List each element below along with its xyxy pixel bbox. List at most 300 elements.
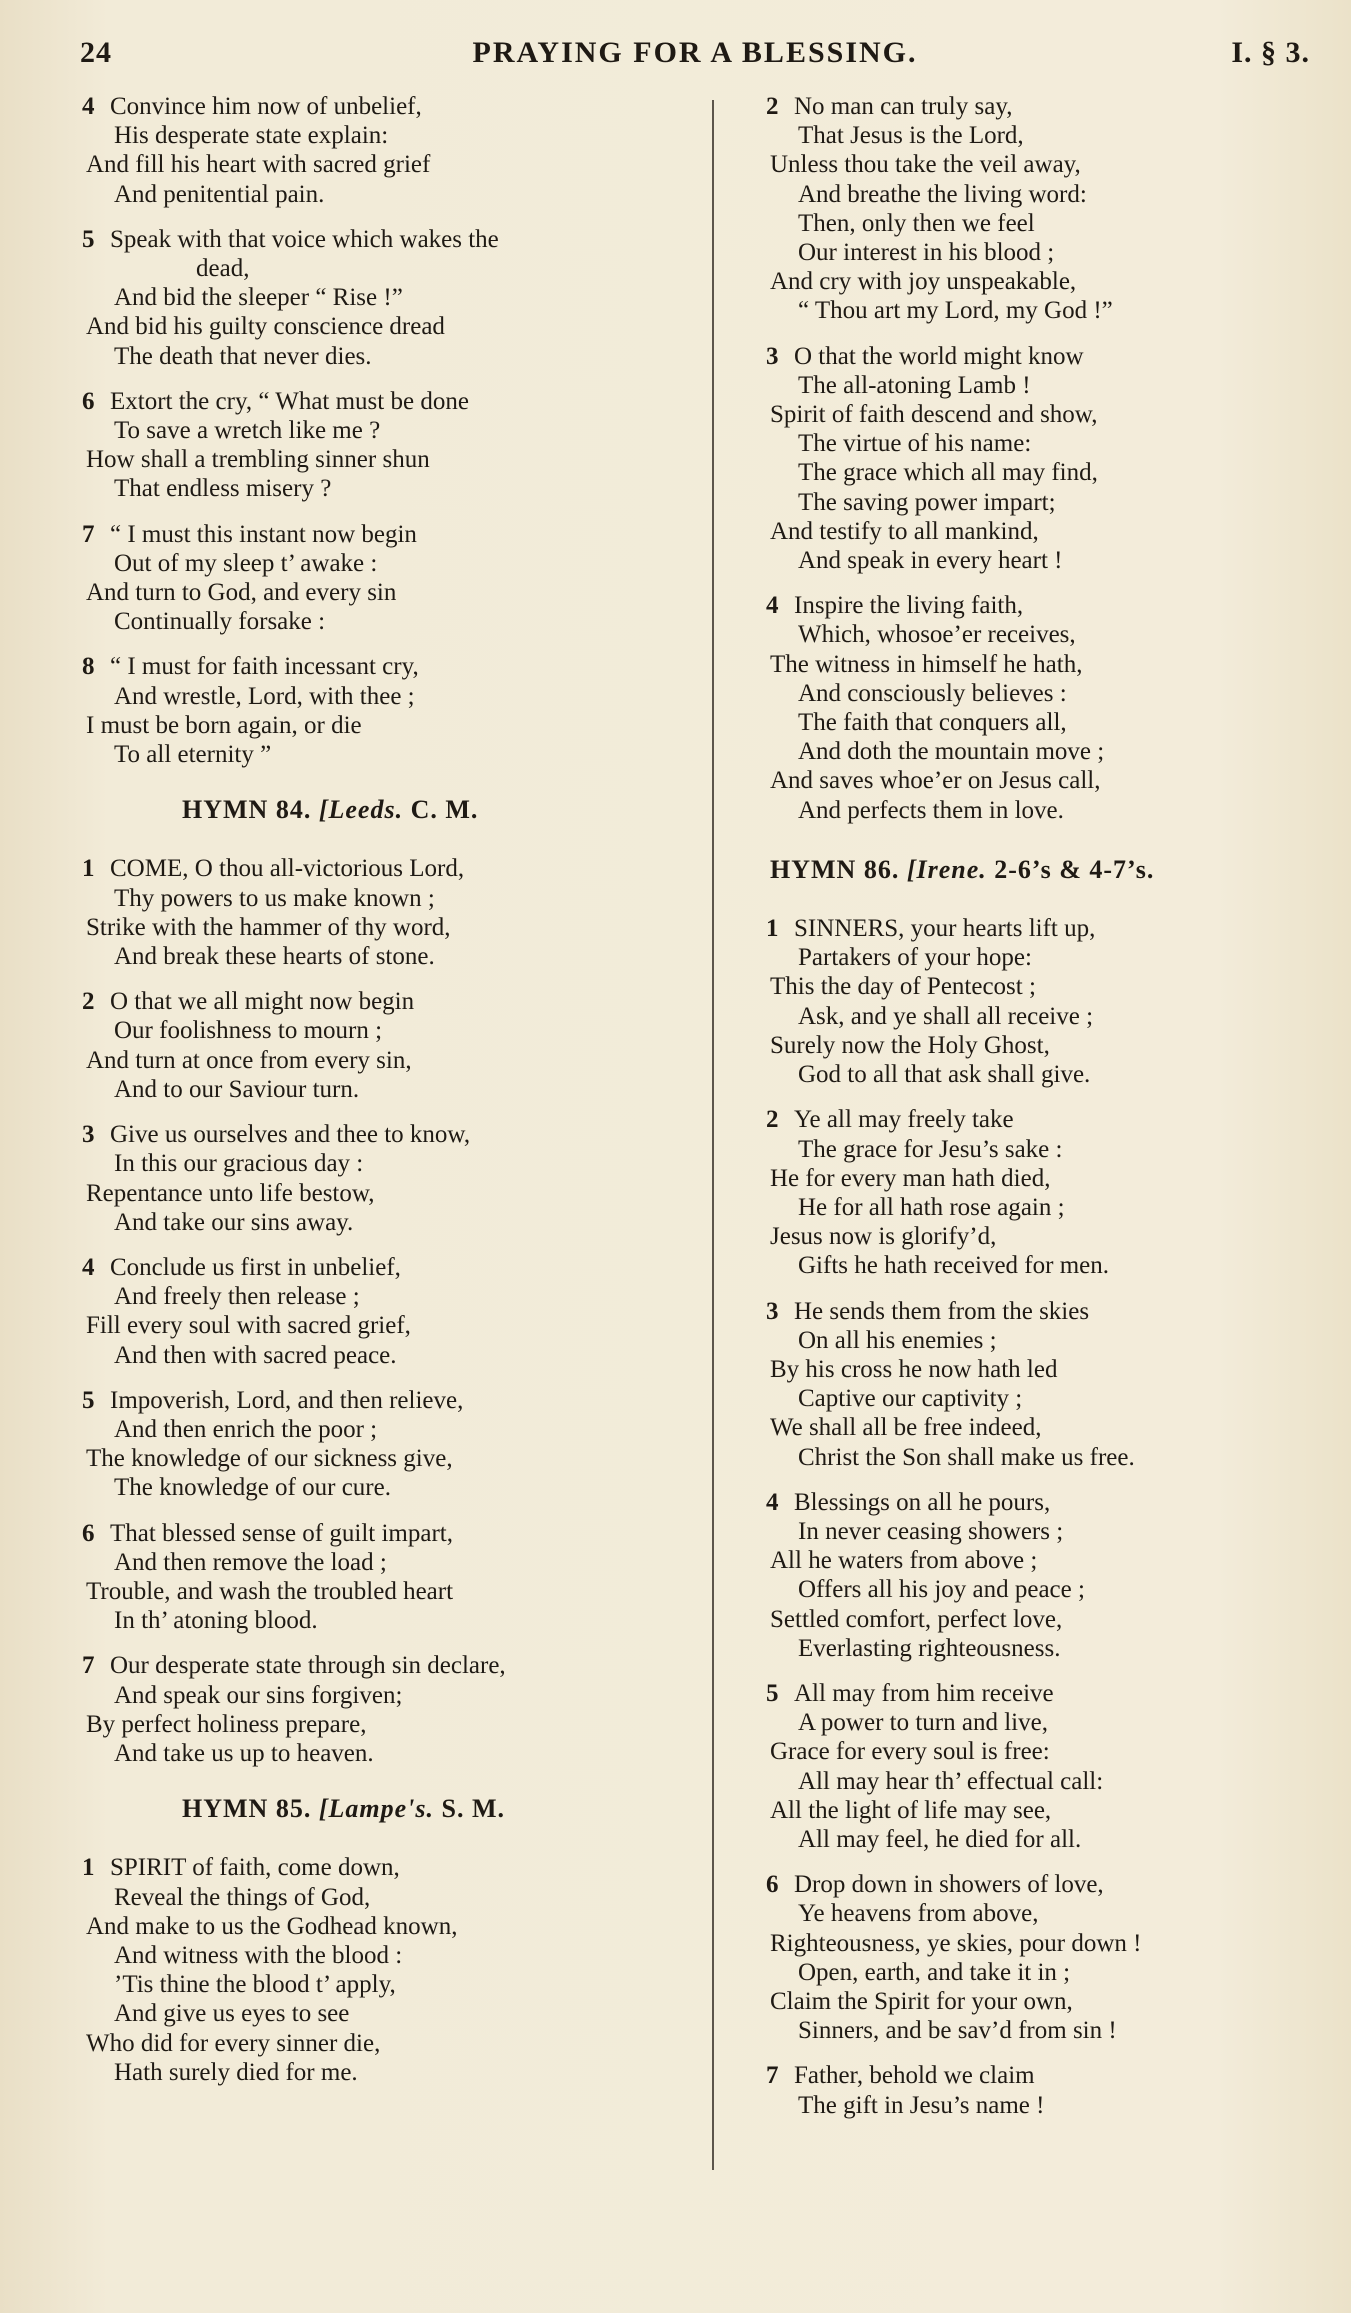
stanza xyxy=(766,1297,1310,1472)
verse-text: All may from him receive xyxy=(794,1679,1054,1707)
verse-text: Everlasting righteousness. xyxy=(798,1634,1061,1662)
verse-line xyxy=(86,2058,686,2087)
verse-text: Ask, and ye shall all receive ; xyxy=(798,1002,1094,1030)
tune-name: [Irene. xyxy=(906,854,987,884)
stanza-number: 4 xyxy=(82,93,95,120)
verse-line xyxy=(770,371,1310,400)
verse-line xyxy=(82,1519,686,1548)
verse-line xyxy=(770,1326,1310,1355)
verse-line xyxy=(770,1987,1310,2016)
verse-text: I must be born again, or die xyxy=(86,711,362,739)
stanza-number: 4 xyxy=(766,1488,779,1516)
verse-text: Our foolishness to mourn ; xyxy=(114,1017,383,1045)
verse-text: And consciously believes : xyxy=(798,679,1067,707)
stanza xyxy=(82,652,686,769)
verse-line xyxy=(770,1825,1310,1854)
verse-line xyxy=(86,445,686,474)
running-title: PRAYING FOR A BLESSING. xyxy=(472,36,918,69)
verse-text: Out of my sleep t’ awake : xyxy=(114,549,378,577)
verse-line xyxy=(770,1708,1310,1737)
hymn-83-continuation xyxy=(82,92,686,769)
verse-line xyxy=(770,1031,1310,1060)
verse-text: SINNERS, your hearts lift up, xyxy=(794,915,1096,943)
hymn-86-body xyxy=(766,914,1310,2120)
verse-line xyxy=(82,987,686,1016)
verse-line xyxy=(770,1164,1310,1193)
verse-line xyxy=(82,652,686,681)
verse-text: Inspire the living faith, xyxy=(794,592,1024,620)
verse-text: A power to turn and live, xyxy=(798,1709,1048,1737)
verse-line xyxy=(770,1193,1310,1222)
verse-text: Extort the cry, “ What must be done xyxy=(110,387,469,415)
stanza xyxy=(766,591,1310,825)
verse-text: ’Tis thine the blood t’ apply, xyxy=(114,1971,396,1999)
verse-text: Impoverish, Lord, and then relieve, xyxy=(110,1386,464,1414)
verse-text: And turn at once from every sin, xyxy=(86,1046,412,1074)
verse-line xyxy=(770,650,1310,679)
verse-line xyxy=(86,1681,686,1710)
verse-line xyxy=(770,1796,1310,1825)
verse-line xyxy=(86,1415,686,1444)
verse-line xyxy=(86,1912,686,1941)
verse-line xyxy=(770,429,1310,458)
verse-line xyxy=(770,400,1310,429)
stanza xyxy=(82,1120,686,1237)
verse-text: Hath surely died for me. xyxy=(114,2058,358,2086)
stanza xyxy=(82,1853,686,2087)
verse-text: And give us eyes to see xyxy=(114,2000,350,2028)
stanza xyxy=(82,987,686,1104)
verse-text: He for every man hath died, xyxy=(770,1164,1051,1192)
verse-text: Repentance unto life bestow, xyxy=(86,1179,375,1207)
stanza xyxy=(766,1679,1310,1854)
verse-line xyxy=(86,1016,686,1045)
verse-text: And speak our sins forgiven; xyxy=(114,1681,403,1709)
verse-text: In this our gracious day : xyxy=(114,1150,364,1178)
verse-line xyxy=(86,740,686,769)
verse-line xyxy=(770,180,1310,209)
verse-text: And witness with the blood : xyxy=(114,1941,403,1969)
verse-text: Our interest in his blood ; xyxy=(798,239,1055,267)
verse-text: Blessings on all he pours, xyxy=(794,1488,1051,1516)
verse-text: The knowledge of our cure. xyxy=(114,1474,391,1502)
verse-text: In never ceasing showers ; xyxy=(798,1517,1064,1545)
verse-line xyxy=(82,225,686,254)
stanza-number: 6 xyxy=(82,387,95,415)
verse-text: God to all that ask shall give. xyxy=(798,1061,1091,1089)
verse-line xyxy=(86,1046,686,1075)
stanza-number: 2 xyxy=(82,988,95,1016)
verse-line xyxy=(86,1548,686,1577)
verse-line xyxy=(86,1179,686,1208)
verse-line xyxy=(86,342,686,371)
stanza-number: 7 xyxy=(82,520,95,548)
verse-text: The faith that conquers all, xyxy=(798,709,1067,737)
verse-text: And then remove the load ; xyxy=(114,1548,387,1576)
verse-line xyxy=(86,2029,686,2058)
stanza-number: 1 xyxy=(82,1854,95,1882)
stanza-number: 7 xyxy=(766,2062,779,2090)
verse-line xyxy=(770,1605,1310,1634)
verse-text: And make to us the Godhead known, xyxy=(86,1912,458,1940)
verse-line xyxy=(86,474,686,503)
verse-text: Surely now the Holy Ghost, xyxy=(770,1031,1050,1059)
verse-line xyxy=(86,682,686,711)
verse-text: Continually forsake : xyxy=(114,608,326,636)
verse-text: To all eternity ” xyxy=(114,741,272,769)
verse-line xyxy=(766,92,1310,121)
verse-text: The gift in Jesu’s name ! xyxy=(798,2091,1045,2119)
verse-line xyxy=(82,854,686,883)
verse-line xyxy=(770,737,1310,766)
stanza xyxy=(766,1105,1310,1280)
verse-text: Conclude us first in unbelief, xyxy=(110,1253,401,1281)
verse-text: This the day of Pentecost ; xyxy=(770,973,1036,1001)
verse-line xyxy=(86,913,686,942)
verse-line xyxy=(82,1853,686,1882)
verse-text: No man can truly say, xyxy=(794,93,1013,120)
verse-text: COME, O thou all-victorious Lord, xyxy=(110,855,465,883)
verse-text: That endless misery ? xyxy=(114,475,332,503)
verse-line xyxy=(86,1311,686,1340)
verse-text: SPIRIT of faith, come down, xyxy=(110,1854,400,1882)
verse-text: And cry with joy unspeakable, xyxy=(770,268,1077,296)
verse-line xyxy=(766,914,1310,943)
verse-text: Speak with that voice which wakes the xyxy=(110,225,499,253)
verse-text: The grace which all may find, xyxy=(798,459,1098,487)
stanza xyxy=(766,2061,1310,2119)
verse-line xyxy=(770,209,1310,238)
verse-text: Ye heavens from above, xyxy=(798,1900,1039,1928)
verse-text: Fill every soul with sacred grief, xyxy=(86,1312,411,1340)
verse-line xyxy=(86,1739,686,1768)
verse-text: And testify to all mankind, xyxy=(770,517,1039,545)
verse-line xyxy=(86,711,686,740)
verse-line xyxy=(82,1386,686,1415)
verse-text: The knowledge of our sickness give, xyxy=(86,1445,453,1473)
verse-line xyxy=(770,1384,1310,1413)
verse-text: The witness in himself he hath, xyxy=(770,650,1083,678)
hymn-label: HYMN 85. xyxy=(182,1794,312,1824)
verse-text: And to our Saviour turn. xyxy=(114,1075,360,1103)
verse-line xyxy=(770,1135,1310,1164)
verse-line xyxy=(770,1517,1310,1546)
verse-text: And wrestle, Lord, with thee ; xyxy=(114,682,415,710)
verse-text: The virtue of his name: xyxy=(798,430,1032,458)
verse-text: Which, whosoe’er receives, xyxy=(798,621,1076,649)
stanza xyxy=(82,92,686,209)
left-column xyxy=(82,92,686,2273)
verse-line xyxy=(86,884,686,913)
page-header xyxy=(80,36,1310,80)
verse-text: By perfect holiness prepare, xyxy=(86,1710,367,1738)
verse-line xyxy=(770,796,1310,825)
verse-text: And perfects them in love. xyxy=(798,796,1064,824)
verse-line xyxy=(770,943,1310,972)
verse-line xyxy=(86,254,686,283)
verse-line xyxy=(766,1870,1310,1899)
verse-line xyxy=(770,679,1310,708)
verse-line xyxy=(770,972,1310,1001)
verse-line xyxy=(770,620,1310,649)
verse-line xyxy=(86,1999,686,2028)
hymn-label: HYMN 86. xyxy=(770,854,900,884)
verse-text: And speak in every heart ! xyxy=(798,547,1063,575)
verse-line xyxy=(82,387,686,416)
stanza xyxy=(766,1488,1310,1663)
verse-line xyxy=(770,1413,1310,1442)
verse-text: Father, behold we claim xyxy=(794,2062,1035,2090)
verse-line xyxy=(86,578,686,607)
verse-line xyxy=(86,121,686,150)
verse-line xyxy=(770,2091,1310,2120)
verse-text: Open, earth, and take it in ; xyxy=(798,1958,1071,1986)
stanza-number: 7 xyxy=(82,1652,95,1680)
stanza-number: 4 xyxy=(766,592,779,620)
verse-text: The saving power impart; xyxy=(798,488,1056,516)
verse-line xyxy=(86,283,686,312)
verse-line xyxy=(770,546,1310,575)
stanza-number: 1 xyxy=(766,915,779,943)
stanza-number: 2 xyxy=(766,1106,779,1134)
stanza-number: 8 xyxy=(82,653,95,681)
verse-text: Strike with the hammer of thy word, xyxy=(86,913,451,941)
verse-line xyxy=(82,1253,686,1282)
stanza-number: 3 xyxy=(766,342,779,370)
stanza xyxy=(82,1253,686,1370)
verse-line xyxy=(770,1355,1310,1384)
verse-line xyxy=(86,1075,686,1104)
verse-line xyxy=(770,1929,1310,1958)
verse-text: In th’ atoning blood. xyxy=(114,1607,318,1635)
verse-text: And doth the mountain move ; xyxy=(798,738,1105,766)
verse-line xyxy=(770,1634,1310,1663)
verse-text: We shall all be free indeed, xyxy=(770,1414,1042,1442)
verse-line xyxy=(770,1222,1310,1251)
verse-line xyxy=(766,342,1310,371)
page-number: 24 xyxy=(80,36,112,69)
verse-line xyxy=(770,488,1310,517)
verse-line xyxy=(86,1606,686,1635)
verse-line xyxy=(86,150,686,179)
verse-text: How shall a trembling sinner shun xyxy=(86,446,430,474)
verse-text: All may feel, he died for all. xyxy=(798,1825,1082,1853)
verse-line xyxy=(770,1546,1310,1575)
verse-text: And then enrich the poor ; xyxy=(114,1415,378,1443)
verse-text: Claim the Spirit for your own, xyxy=(770,1987,1073,2015)
verse-line xyxy=(86,1341,686,1370)
verse-text: And then with sacred peace. xyxy=(114,1341,397,1369)
verse-line xyxy=(770,1899,1310,1928)
verse-line xyxy=(770,296,1310,325)
verse-line xyxy=(86,1444,686,1473)
stanza-number: 5 xyxy=(82,1386,95,1414)
verse-text: Grace for every soul is free: xyxy=(770,1738,1050,1766)
verse-line xyxy=(770,458,1310,487)
verse-text: All may hear th’ effectual call: xyxy=(798,1767,1104,1795)
verse-text: Offers all his joy and peace ; xyxy=(798,1576,1085,1604)
verse-text: And turn to God, and every sin xyxy=(86,579,397,607)
verse-text: On all his enemies ; xyxy=(798,1326,997,1354)
verse-line xyxy=(770,517,1310,546)
hymn-label: HYMN 84. xyxy=(182,795,312,825)
stanza xyxy=(766,342,1310,576)
verse-text: Gifts he hath received for men. xyxy=(798,1252,1109,1280)
verse-text: To save a wretch like me ? xyxy=(114,417,381,445)
verse-text: “ I must for faith incessant cry, xyxy=(110,653,419,681)
stanza xyxy=(766,914,1310,1089)
verse-text: All he waters from above ; xyxy=(770,1547,1038,1575)
verse-text: The all-atoning Lamb ! xyxy=(798,371,1031,399)
verse-text: And take our sins away. xyxy=(114,1208,354,1236)
tune-name: [Lampe's. xyxy=(318,1794,434,1824)
verse-line xyxy=(766,1297,1310,1326)
tune-name: [Leeds. xyxy=(318,795,404,825)
verse-text: O that we all might now begin xyxy=(110,988,415,1016)
verse-text: And freely then release ; xyxy=(114,1283,360,1311)
verse-line xyxy=(86,1970,686,1999)
verse-line xyxy=(82,520,686,549)
verse-line xyxy=(86,549,686,578)
verse-text: That Jesus is the Lord, xyxy=(798,122,1024,150)
hymn-84-body xyxy=(82,854,686,1768)
verse-line xyxy=(82,92,686,121)
verse-line xyxy=(770,1443,1310,1472)
verse-line xyxy=(770,1002,1310,1031)
stanza xyxy=(82,1651,686,1768)
verse-text: Trouble, and wash the troubled heart xyxy=(86,1577,454,1605)
verse-text: dead, xyxy=(196,255,250,283)
stanza xyxy=(82,1386,686,1503)
verse-line xyxy=(766,1488,1310,1517)
verse-line xyxy=(82,1120,686,1149)
verse-text: Who did for every sinner die, xyxy=(86,2029,381,2057)
verse-line xyxy=(86,1208,686,1237)
stanza-number: 1 xyxy=(82,855,95,883)
verse-text: Then, only then we feel xyxy=(798,209,1035,237)
verse-text: And breathe the living word: xyxy=(798,180,1087,208)
verse-text: Spirit of faith descend and show, xyxy=(770,401,1098,429)
verse-text: Captive our captivity ; xyxy=(798,1385,1023,1413)
verse-text: Sinners, and be sav’d from sin ! xyxy=(798,2017,1117,2045)
verse-text: The grace for Jesu’s sake : xyxy=(798,1135,1063,1163)
stanza xyxy=(82,1519,686,1636)
verse-line xyxy=(86,180,686,209)
stanza-number: 2 xyxy=(766,93,779,120)
verse-text: And saves whoe’er on Jesus call, xyxy=(770,767,1101,795)
verse-line xyxy=(86,1883,686,1912)
verse-text: Jesus now is glorify’d, xyxy=(770,1223,997,1251)
verse-line xyxy=(86,1710,686,1739)
verse-text: “ I must this instant now begin xyxy=(110,520,417,548)
verse-text: The death that never dies. xyxy=(114,342,372,370)
verse-line xyxy=(86,1473,686,1502)
verse-text: That blessed sense of guilt impart, xyxy=(110,1519,453,1547)
verse-text: He sends them from the skies xyxy=(794,1297,1090,1325)
verse-line xyxy=(770,238,1310,267)
verse-text: O that the world might know xyxy=(794,342,1084,370)
stanza xyxy=(82,520,686,637)
verse-line xyxy=(766,591,1310,620)
verse-line xyxy=(86,1149,686,1178)
stanza-number: 3 xyxy=(82,1121,95,1149)
verse-line xyxy=(770,1737,1310,1766)
stanza xyxy=(766,1870,1310,2045)
verse-line xyxy=(86,1941,686,1970)
stanza xyxy=(82,387,686,504)
verse-line xyxy=(766,1105,1310,1134)
verse-line xyxy=(86,1577,686,1606)
verse-line xyxy=(86,416,686,445)
verse-text: And fill his heart with sacred grief xyxy=(86,151,431,179)
verse-line xyxy=(770,267,1310,296)
stanza xyxy=(766,92,1310,326)
verse-line xyxy=(770,766,1310,795)
stanza-number: 6 xyxy=(766,1871,779,1899)
meter: 2-6’s & 4-7’s. xyxy=(994,854,1155,884)
verse-line xyxy=(86,1282,686,1311)
verse-text: He for all hath rose again ; xyxy=(798,1193,1065,1221)
verse-line xyxy=(770,1767,1310,1796)
verse-line xyxy=(770,1958,1310,1987)
verse-line xyxy=(770,150,1310,179)
verse-line xyxy=(766,2061,1310,2090)
verse-text: Partakers of your hope: xyxy=(798,944,1032,972)
verse-text: And bid his guilty conscience dread xyxy=(86,313,445,341)
stanza-number: 5 xyxy=(766,1679,779,1707)
verse-text: Reveal the things of God, xyxy=(114,1883,371,1911)
verse-line xyxy=(766,1679,1310,1708)
verse-line xyxy=(770,1251,1310,1280)
verse-text: Christ the Son shall make us free. xyxy=(798,1443,1135,1471)
verse-line xyxy=(770,708,1310,737)
verse-line xyxy=(82,1651,686,1680)
verse-text: Our desperate state through sin declare, xyxy=(110,1652,506,1680)
verse-text: Give us ourselves and thee to know, xyxy=(110,1121,471,1149)
verse-text: All the light of life may see, xyxy=(770,1796,1052,1824)
verse-line xyxy=(86,312,686,341)
hymn-85-continuation xyxy=(766,92,1310,825)
verse-text: Thy powers to us make known ; xyxy=(114,884,435,912)
verse-text: And break these hearts of stone. xyxy=(114,943,435,971)
verse-text: Ye all may freely take xyxy=(794,1106,1014,1134)
column-divider xyxy=(712,100,714,2170)
hymn-85-body xyxy=(82,1853,686,2087)
verse-line xyxy=(770,1575,1310,1604)
stanza xyxy=(82,225,686,371)
stanza-number: 3 xyxy=(766,1297,779,1325)
verse-line xyxy=(86,607,686,636)
stanza-number: 4 xyxy=(82,1253,95,1281)
verse-text: Righteousness, ye skies, pour down ! xyxy=(770,1929,1142,1957)
meter: S. M. xyxy=(441,1794,505,1824)
hymn-85-heading xyxy=(86,1794,686,1823)
verse-text: His desperate state explain: xyxy=(114,122,389,150)
verse-line xyxy=(86,942,686,971)
verse-text: And bid the sleeper “ Rise !” xyxy=(114,284,403,312)
section-mark: I. § 3. xyxy=(1231,36,1310,69)
verse-text: “ Thou art my Lord, my God !” xyxy=(798,297,1113,325)
verse-text: Drop down in showers of love, xyxy=(794,1871,1104,1899)
hymn-84-heading xyxy=(86,795,686,824)
stanza-number: 5 xyxy=(82,225,95,253)
verse-text: And take us up to heaven. xyxy=(114,1739,374,1767)
stanza-number: 6 xyxy=(82,1519,95,1547)
verse-text: And penitential pain. xyxy=(114,180,325,208)
right-column xyxy=(766,92,1310,2273)
verse-text: Settled comfort, perfect love, xyxy=(770,1605,1063,1633)
verse-line xyxy=(770,1060,1310,1089)
